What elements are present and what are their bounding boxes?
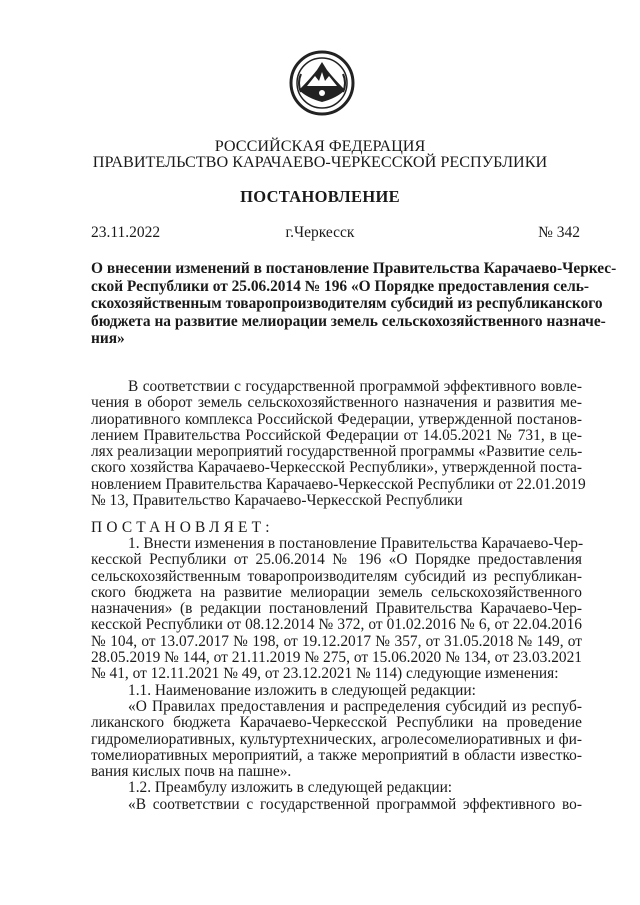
- header-country: РОССИЙСКАЯ ФЕДЕРАЦИЯ: [214, 137, 426, 155]
- body-line: ликанского бюджета Карачаево-Черкесской Республики на проведение: [91, 714, 582, 732]
- body-line: ского бюджета на развитие мелиорации земель сельскохозяйственного: [91, 583, 582, 601]
- preamble-line: лением Правительства Российской Федерации от 14.05.2021 № 731, в це-: [91, 426, 582, 444]
- preamble-line: лях реализации мероприятий государственной программы «Развитие сель-: [91, 443, 583, 461]
- preamble-line: чения в оборот земель сельскохозяйственного назначения и развития ме-: [91, 394, 582, 412]
- body-line: 1.1. Наименование изложить в следующей редакции:: [128, 681, 476, 699]
- header-government: ПРАВИТЕЛЬСТВО КАРАЧАЕВО-ЧЕРКЕССКОЙ РЕСПУБЛИКИ: [92, 153, 548, 171]
- body-line: сельскохозяйственным товаропроизводителям субсидий из республикан-: [91, 567, 582, 585]
- body-line: кесской Республики от 25.06.2014 № 196 «О Порядке предоставления: [91, 551, 582, 569]
- body-line: гидромелиоративных, культуртехнических, агролесомелиоративных и фи-: [91, 730, 582, 748]
- body-line: «О Правилах предоставления и распределения субсидий из респуб-: [128, 697, 582, 715]
- body-line: вания кислых почв на пашне».: [91, 763, 292, 781]
- coat-of-arms-emblem: [289, 50, 355, 116]
- body-line: томелиоративных мероприятий, а также мероприятий в области известко-: [91, 746, 582, 764]
- preamble-line: ского хозяйства Карачаево-Черкесской Республики», утвержденной поста-: [91, 459, 582, 477]
- body-line: № 104, от 13.07.2017 № 198, от 19.12.2017 № 357, от 31.05.2018 № 149, от: [91, 632, 582, 650]
- document-number: № 342: [538, 224, 580, 241]
- preamble-paragraph: [91, 378, 586, 510]
- body-line: назначения» (в редакции постановлений Правительства Карачаево-Чер-: [91, 600, 582, 618]
- preamble-line: № 13, Правительство Карачаево-Черкесской Республики: [91, 492, 463, 510]
- document-title: ПОСТАНОВЛЕНИЕ: [240, 187, 400, 206]
- document-subject: [91, 260, 617, 348]
- document-date: 23.11.2022: [91, 224, 161, 241]
- preamble-line: лиоративного комплекса Российской Федерации, утвержденной постанов-: [91, 410, 582, 428]
- subject-line: ской Республики от 25.06.2014 № 196 «О Порядке предоставления сель-: [91, 277, 590, 295]
- body-line: № 41, от 12.11.2021 № 49, от 23.12.2021 № 114) следующие изменения:: [91, 665, 559, 683]
- body-line: 1.2. Преамбулу изложить в следующей редакции:: [128, 779, 453, 797]
- document-city: г.Черкесск: [285, 224, 355, 241]
- body-line: кесской Республики от 08.12.2014 № 372, от 01.02.2016 № 6, от 22.04.2016: [91, 616, 582, 634]
- body-line: 1. Внести изменения в постановление Правительства Карачаево-Чер-: [128, 535, 584, 552]
- preamble-line: В соответствии с государственной программой эффективного вовле-: [128, 378, 582, 395]
- body-line: «В соответствии с государственной программой эффективного во-: [128, 795, 582, 813]
- preamble-line: новлением Правительства Карачаево-Черкесской Республики от 22.01.2019: [91, 475, 586, 493]
- resolve-heading: ПОСТАНОВЛЯЕТ:: [91, 519, 274, 536]
- subject-line: скохозяйственным товаропроизводителям субсидий из республиканского: [91, 295, 603, 313]
- subject-line: О внесении изменений в постановление Правительства Карачаево-Черкес-: [91, 260, 617, 277]
- body-line: 28.05.2019 № 144, от 21.11.2019 № 275, от 15.06.2020 № 134, от 23.03.2021: [91, 649, 582, 667]
- main-body: [91, 536, 582, 813]
- subject-line: бюджета на развитие мелиорации земель сельскохозяйственного назначе-: [91, 312, 606, 330]
- subject-line: ния»: [91, 330, 125, 348]
